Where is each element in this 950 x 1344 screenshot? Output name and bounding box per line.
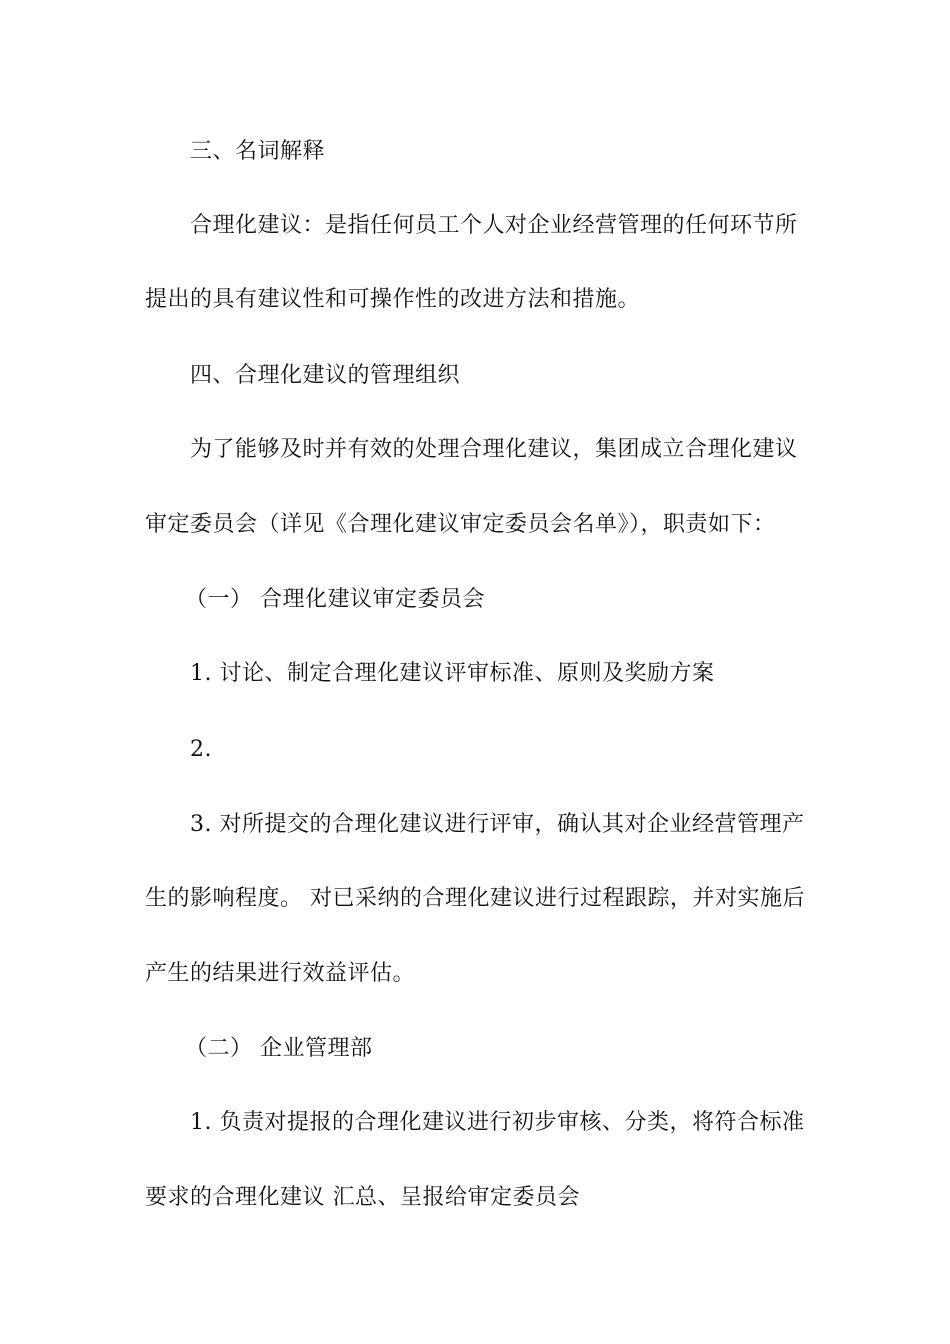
section-heading-organization: 四、合理化建议的管理组织 xyxy=(190,363,461,388)
paragraph-line: 提出的具有建议性和可操作性的改进方法和措施。 xyxy=(145,287,641,312)
list-item: 1. 负责对提报的合理化建议进行初步审核、分类，将符合标准 xyxy=(190,1110,805,1135)
paragraph-line: 审定委员会（详见《合理化建议审定委员会名单》），职责如下： xyxy=(145,512,776,537)
subsection-heading-committee: （一） 合理化建议审定委员会 xyxy=(185,587,485,612)
paragraph-line: 生的影响程度。 对已采纳的合理化建议进行过程跟踪，并对实施后 xyxy=(145,886,805,911)
paragraph-line: 为了能够及时并有效的处理合理化建议，集团成立合理化建议 xyxy=(190,437,798,462)
paragraph-line: 产生的结果进行效益评估。 xyxy=(145,961,416,986)
list-item: 2. xyxy=(190,737,212,762)
paragraph-line: 合理化建议：是指任何员工个人对企业经营管理的任何环节所 xyxy=(190,213,798,238)
list-item: 3. 对所提交的合理化建议进行评审，确认其对企业经营管理产 xyxy=(190,812,805,837)
list-item: 1. 讨论、制定合理化建议评审标准、原则及奖励方案 xyxy=(190,661,715,686)
subsection-heading-management: （二） 企业管理部 xyxy=(185,1036,373,1061)
section-heading-terms: 三、名词解释 xyxy=(190,139,326,164)
paragraph-line: 要求的合理化建议 汇总、呈报给审定委员会 xyxy=(145,1185,580,1210)
